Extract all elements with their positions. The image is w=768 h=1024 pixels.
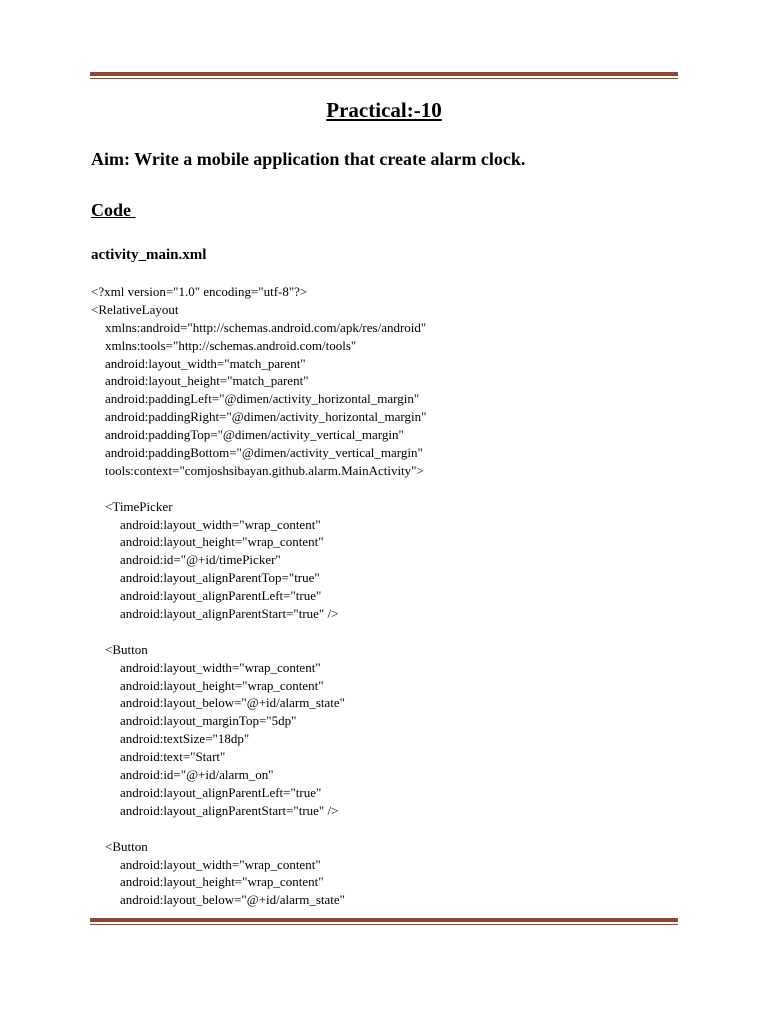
code-line: <Button	[105, 641, 148, 657]
code-line: tools:context="comjoshsibayan.github.alarm.MainActivity">	[105, 462, 424, 478]
code-listing	[91, 283, 426, 909]
code-line: android:layout_marginTop="5dp"	[120, 713, 297, 729]
code-line	[91, 623, 426, 641]
code-line: android:layout_width="wrap_content"	[120, 659, 321, 675]
code-line: android:id="@+id/alarm_on"	[120, 767, 274, 783]
code-line: android:layout_height="match_parent"	[105, 373, 309, 389]
header-rule	[90, 72, 678, 79]
code-line: android:id="@+id/timePicker"	[120, 552, 281, 568]
code-line: android:paddingRight="@dimen/activity_horizontal_margin"	[105, 409, 427, 425]
code-line	[91, 820, 426, 838]
code-line: android:layout_alignParentStart="true" />	[120, 606, 339, 622]
code-line: android:layout_width="match_parent"	[105, 355, 306, 371]
code-line: android:textSize="18dp"	[120, 731, 250, 747]
code-line: xmlns:tools="http://schemas.android.com/tools"	[105, 337, 357, 353]
code-line: xmlns:android="http://schemas.android.com/apk/res/android"	[105, 319, 427, 335]
code-line: android:layout_height="wrap_content"	[120, 874, 324, 890]
code-line: <RelativeLayout	[91, 301, 179, 317]
page-title: Practical:-10	[326, 98, 442, 122]
aim-statement: Aim: Write a mobile application that create alarm clock.	[91, 149, 526, 169]
code-line: android:layout_height="wrap_content"	[120, 677, 324, 693]
code-line: <?xml version="1.0" encoding="utf-8"?>	[91, 284, 308, 299]
code-line: <Button	[105, 838, 148, 854]
code-line: android:text="Start"	[120, 749, 226, 765]
code-line	[91, 480, 426, 498]
code-line: android:layout_alignParentLeft="true"	[120, 784, 322, 800]
code-line: android:paddingTop="@dimen/activity_vertical_margin"	[105, 427, 404, 443]
code-line: android:layout_below="@+id/alarm_state"	[120, 695, 345, 711]
code-heading: Code	[91, 200, 136, 220]
code-line: android:layout_alignParentLeft="true"	[120, 588, 322, 604]
code-line: android:layout_below="@+id/alarm_state"	[120, 892, 345, 908]
code-line: android:layout_width="wrap_content"	[120, 856, 321, 872]
header-rule-thin	[90, 78, 678, 79]
code-line: android:layout_height="wrap_content"	[120, 534, 324, 550]
code-line: <TimePicker	[105, 498, 173, 514]
header-rule-thick	[90, 72, 678, 76]
footer-rule-thin	[90, 924, 678, 925]
code-line: android:layout_alignParentTop="true"	[120, 570, 320, 586]
footer-rule	[90, 918, 678, 925]
code-line: android:paddingLeft="@dimen/activity_horizontal_margin"	[105, 391, 420, 407]
code-line: android:layout_width="wrap_content"	[120, 516, 321, 532]
code-line: android:paddingBottom="@dimen/activity_vertical_margin"	[105, 445, 423, 461]
file-heading: activity_main.xml	[91, 247, 207, 263]
footer-rule-thick	[90, 918, 678, 922]
code-line: android:layout_alignParentStart="true" />	[120, 802, 339, 818]
